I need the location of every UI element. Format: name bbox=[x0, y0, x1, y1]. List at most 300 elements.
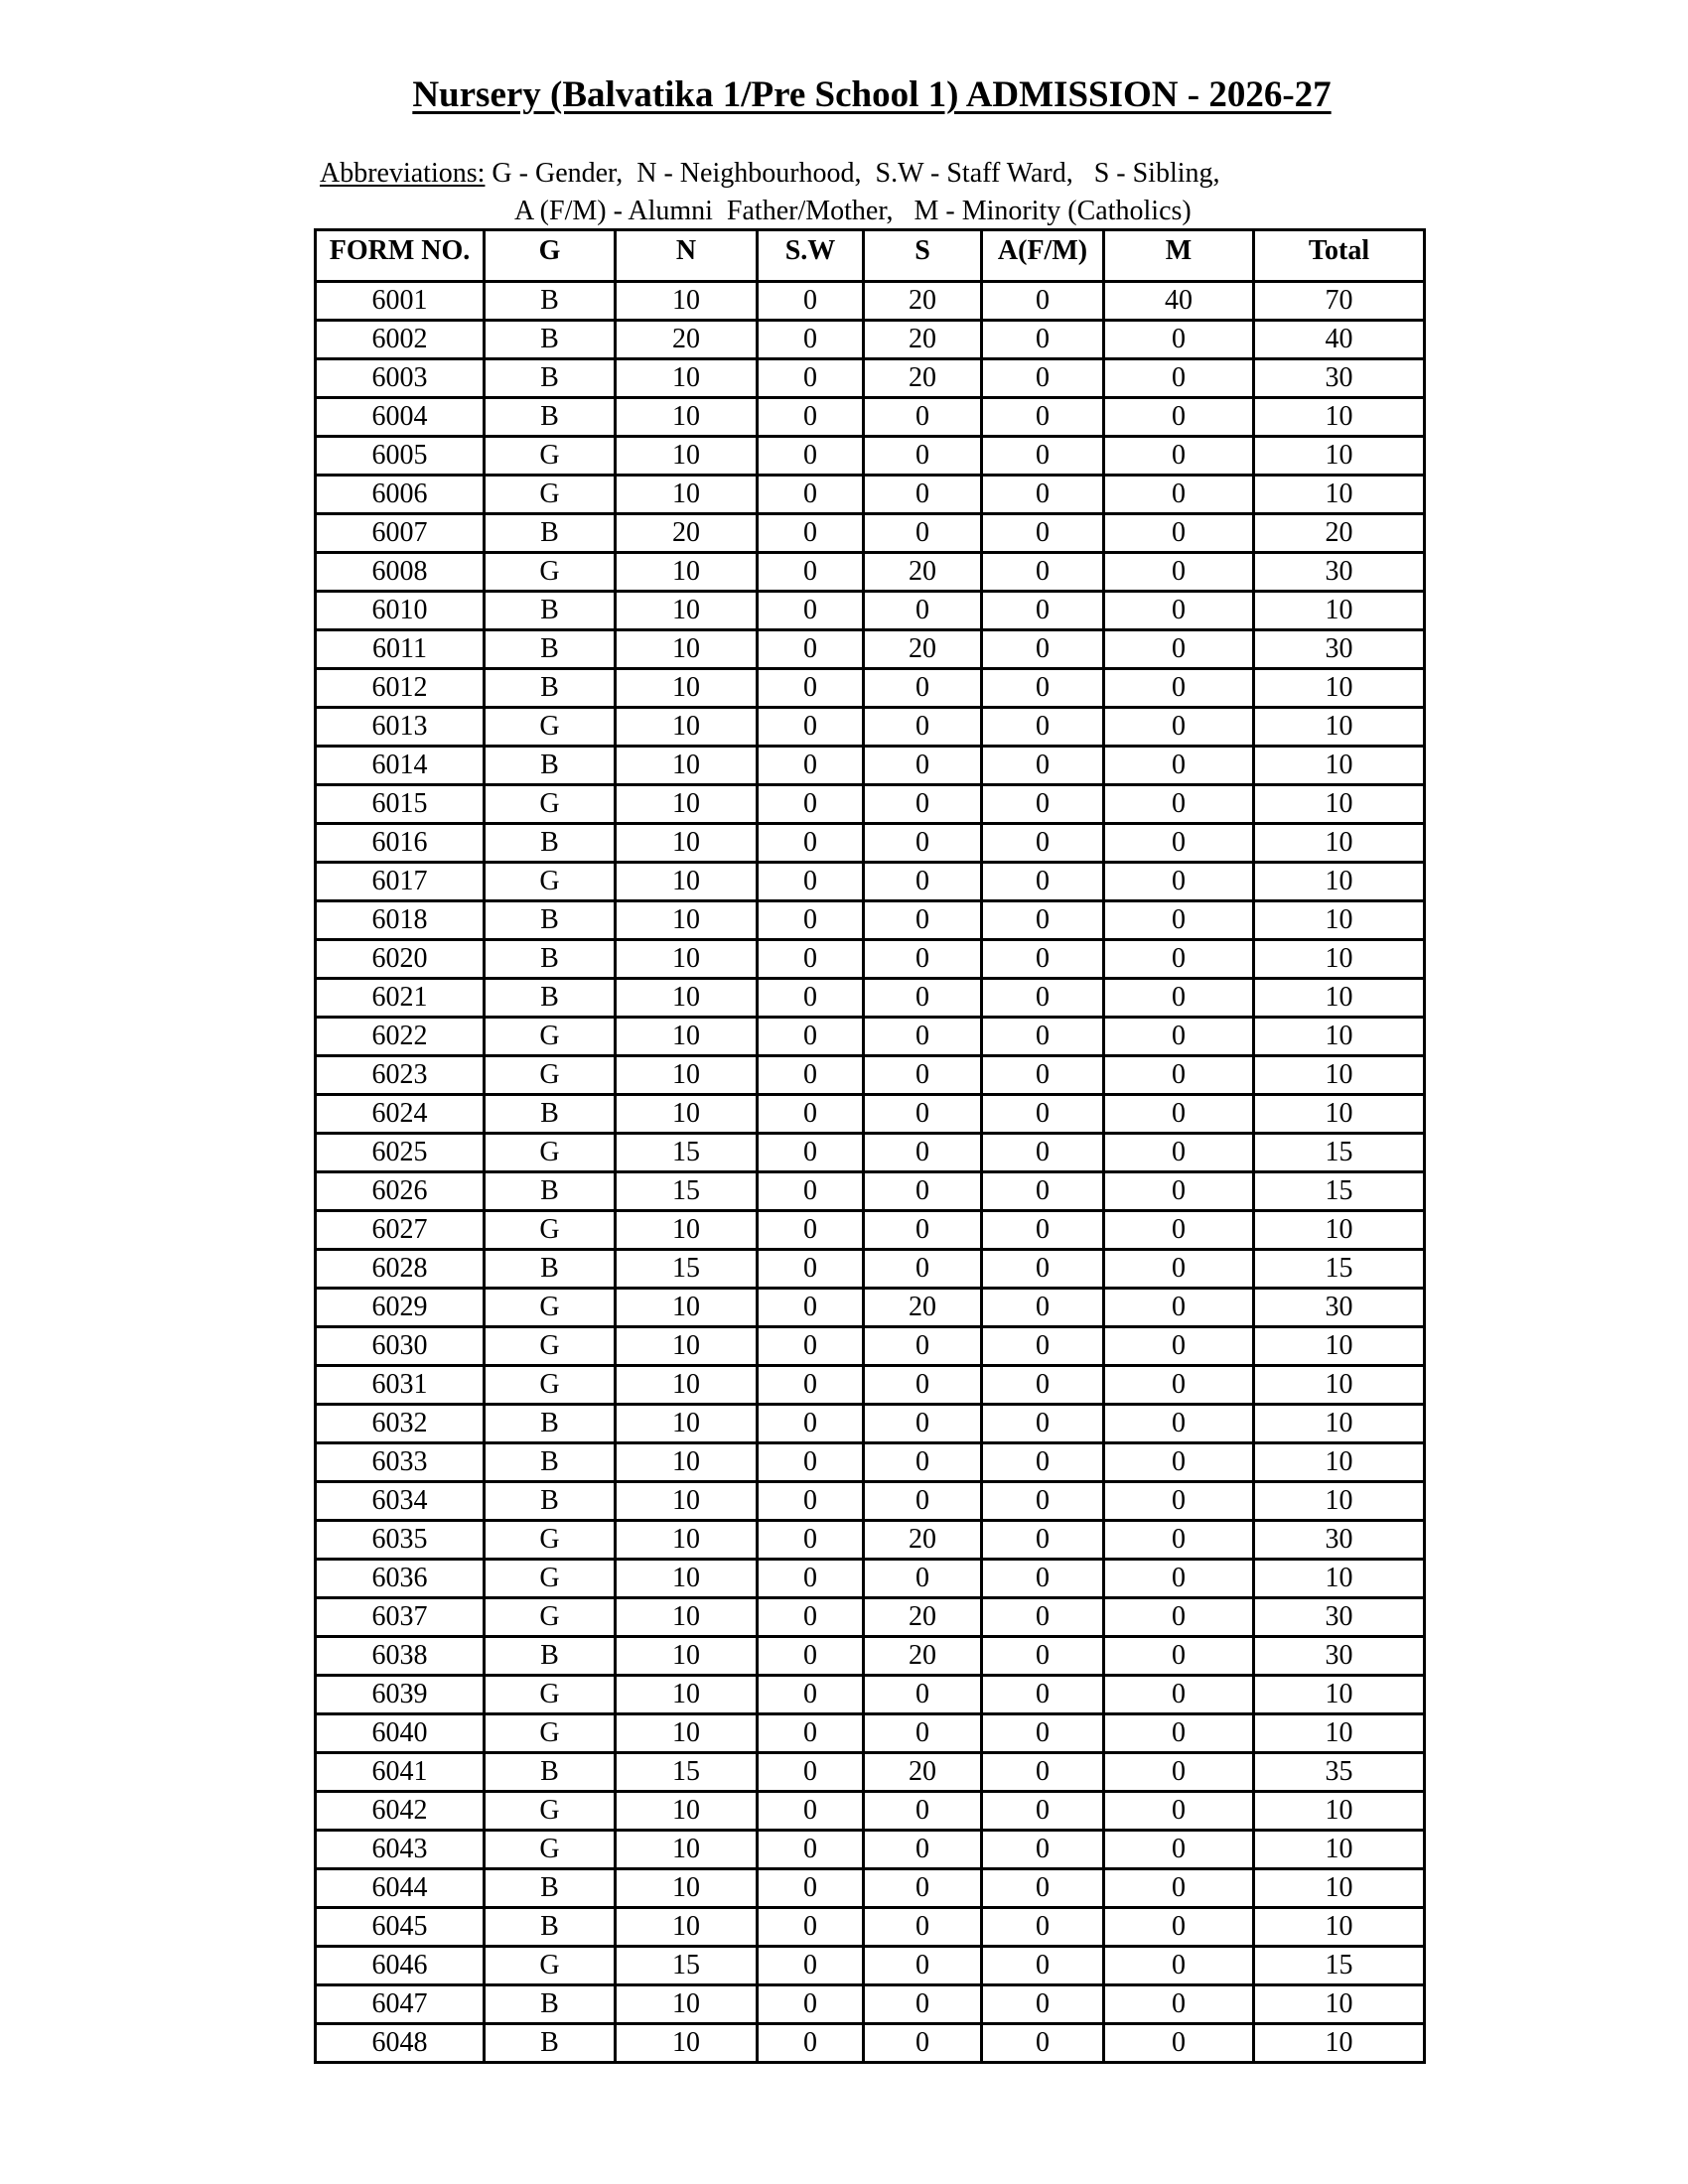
cell-alumni: 0 bbox=[982, 1947, 1104, 1985]
table-row bbox=[316, 1676, 1425, 1714]
cell-neighbourhood: 10 bbox=[616, 1560, 758, 1598]
cell-minority: 0 bbox=[1104, 1250, 1254, 1289]
cell-alumni: 0 bbox=[982, 437, 1104, 476]
cell-sibling: 0 bbox=[864, 1908, 982, 1947]
cell-gender: B bbox=[485, 514, 616, 553]
cell-minority: 0 bbox=[1104, 1056, 1254, 1095]
cell-neighbourhood: 15 bbox=[616, 1172, 758, 1211]
cell-staff-ward: 0 bbox=[758, 321, 864, 359]
cell-total: 70 bbox=[1254, 282, 1425, 321]
cell-total: 10 bbox=[1254, 1443, 1425, 1482]
cell-minority: 0 bbox=[1104, 1095, 1254, 1134]
cell-form-no: 6030 bbox=[316, 1327, 485, 1366]
cell-total: 15 bbox=[1254, 1947, 1425, 1985]
cell-staff-ward: 0 bbox=[758, 1211, 864, 1250]
cell-gender: B bbox=[485, 1908, 616, 1947]
cell-alumni: 0 bbox=[982, 476, 1104, 514]
cell-staff-ward: 0 bbox=[758, 630, 864, 669]
cell-minority: 0 bbox=[1104, 321, 1254, 359]
cell-minority: 0 bbox=[1104, 1792, 1254, 1831]
cell-total: 10 bbox=[1254, 863, 1425, 901]
cell-sibling: 0 bbox=[864, 979, 982, 1018]
cell-neighbourhood: 10 bbox=[616, 1289, 758, 1327]
cell-neighbourhood: 10 bbox=[616, 1056, 758, 1095]
cell-alumni: 0 bbox=[982, 630, 1104, 669]
page-title: Nursery (Balvatika 1/Pre School 1) ADMISSION - 2026-27 bbox=[412, 74, 1332, 115]
cell-neighbourhood: 10 bbox=[616, 1985, 758, 2024]
cell-gender: G bbox=[485, 1056, 616, 1095]
cell-gender: G bbox=[485, 1792, 616, 1831]
cell-minority: 0 bbox=[1104, 863, 1254, 901]
cell-minority: 0 bbox=[1104, 1521, 1254, 1560]
header-alumni: A(F/M) bbox=[982, 230, 1104, 282]
cell-sibling: 20 bbox=[864, 1521, 982, 1560]
cell-total: 30 bbox=[1254, 630, 1425, 669]
cell-alumni: 0 bbox=[982, 1289, 1104, 1327]
cell-minority: 0 bbox=[1104, 669, 1254, 708]
cell-neighbourhood: 10 bbox=[616, 476, 758, 514]
cell-gender: G bbox=[485, 863, 616, 901]
table-row bbox=[316, 437, 1425, 476]
cell-total: 30 bbox=[1254, 1289, 1425, 1327]
cell-gender: B bbox=[485, 2024, 616, 2063]
cell-sibling: 0 bbox=[864, 1985, 982, 2024]
cell-sibling: 0 bbox=[864, 785, 982, 824]
cell-form-no: 6002 bbox=[316, 321, 485, 359]
cell-staff-ward: 0 bbox=[758, 785, 864, 824]
cell-neighbourhood: 15 bbox=[616, 1947, 758, 1985]
cell-sibling: 0 bbox=[864, 863, 982, 901]
cell-neighbourhood: 10 bbox=[616, 979, 758, 1018]
cell-sibling: 0 bbox=[864, 1018, 982, 1056]
cell-sibling: 20 bbox=[864, 553, 982, 592]
table-row bbox=[316, 1366, 1425, 1405]
cell-staff-ward: 0 bbox=[758, 1714, 864, 1753]
table-body bbox=[316, 282, 1425, 2063]
cell-staff-ward: 0 bbox=[758, 1831, 864, 1869]
cell-form-no: 6045 bbox=[316, 1908, 485, 1947]
cell-neighbourhood: 10 bbox=[616, 1443, 758, 1482]
cell-alumni: 0 bbox=[982, 553, 1104, 592]
table-row bbox=[316, 1598, 1425, 1637]
table-row bbox=[316, 592, 1425, 630]
cell-alumni: 0 bbox=[982, 398, 1104, 437]
cell-form-no: 6006 bbox=[316, 476, 485, 514]
table-row bbox=[316, 901, 1425, 940]
cell-staff-ward: 0 bbox=[758, 1792, 864, 1831]
cell-alumni: 0 bbox=[982, 940, 1104, 979]
cell-sibling: 0 bbox=[864, 1714, 982, 1753]
table-row bbox=[316, 1831, 1425, 1869]
cell-sibling: 20 bbox=[864, 1637, 982, 1676]
cell-alumni: 0 bbox=[982, 1831, 1104, 1869]
table-row bbox=[316, 1482, 1425, 1521]
cell-minority: 0 bbox=[1104, 1753, 1254, 1792]
cell-alumni: 0 bbox=[982, 1018, 1104, 1056]
header-staff-ward: S.W bbox=[758, 230, 864, 282]
cell-sibling: 0 bbox=[864, 1792, 982, 1831]
cell-alumni: 0 bbox=[982, 1676, 1104, 1714]
cell-staff-ward: 0 bbox=[758, 824, 864, 863]
table-row bbox=[316, 282, 1425, 321]
cell-gender: B bbox=[485, 669, 616, 708]
cell-form-no: 6031 bbox=[316, 1366, 485, 1405]
cell-staff-ward: 0 bbox=[758, 2024, 864, 2063]
cell-gender: G bbox=[485, 1327, 616, 1366]
cell-sibling: 0 bbox=[864, 514, 982, 553]
cell-form-no: 6034 bbox=[316, 1482, 485, 1521]
table-row bbox=[316, 1211, 1425, 1250]
cell-neighbourhood: 10 bbox=[616, 1521, 758, 1560]
cell-form-no: 6027 bbox=[316, 1211, 485, 1250]
cell-neighbourhood: 10 bbox=[616, 359, 758, 398]
cell-total: 10 bbox=[1254, 1095, 1425, 1134]
cell-alumni: 0 bbox=[982, 1482, 1104, 1521]
cell-form-no: 6001 bbox=[316, 282, 485, 321]
cell-staff-ward: 0 bbox=[758, 747, 864, 785]
table-header-row bbox=[316, 230, 1425, 282]
cell-staff-ward: 0 bbox=[758, 1598, 864, 1637]
cell-alumni: 0 bbox=[982, 1985, 1104, 2024]
cell-minority: 0 bbox=[1104, 514, 1254, 553]
cell-form-no: 6032 bbox=[316, 1405, 485, 1443]
cell-staff-ward: 0 bbox=[758, 1056, 864, 1095]
cell-minority: 0 bbox=[1104, 476, 1254, 514]
cell-alumni: 0 bbox=[982, 863, 1104, 901]
admission-table-wrapper bbox=[314, 228, 1426, 2064]
cell-minority: 0 bbox=[1104, 1134, 1254, 1172]
table-row bbox=[316, 321, 1425, 359]
cell-total: 10 bbox=[1254, 398, 1425, 437]
cell-minority: 0 bbox=[1104, 1405, 1254, 1443]
cell-minority: 0 bbox=[1104, 592, 1254, 630]
cell-minority: 0 bbox=[1104, 1637, 1254, 1676]
table-row bbox=[316, 1443, 1425, 1482]
cell-gender: B bbox=[485, 282, 616, 321]
cell-gender: G bbox=[485, 1134, 616, 1172]
cell-gender: G bbox=[485, 1947, 616, 1985]
cell-alumni: 0 bbox=[982, 1134, 1104, 1172]
cell-sibling: 20 bbox=[864, 630, 982, 669]
cell-alumni: 0 bbox=[982, 1714, 1104, 1753]
cell-staff-ward: 0 bbox=[758, 553, 864, 592]
cell-minority: 0 bbox=[1104, 1676, 1254, 1714]
cell-staff-ward: 0 bbox=[758, 1869, 864, 1908]
cell-gender: G bbox=[485, 1018, 616, 1056]
cell-staff-ward: 0 bbox=[758, 979, 864, 1018]
cell-staff-ward: 0 bbox=[758, 1095, 864, 1134]
cell-neighbourhood: 10 bbox=[616, 1095, 758, 1134]
cell-alumni: 0 bbox=[982, 1095, 1104, 1134]
cell-minority: 0 bbox=[1104, 1560, 1254, 1598]
cell-sibling: 0 bbox=[864, 476, 982, 514]
cell-alumni: 0 bbox=[982, 1327, 1104, 1366]
cell-form-no: 6028 bbox=[316, 1250, 485, 1289]
cell-sibling: 0 bbox=[864, 1676, 982, 1714]
table-row bbox=[316, 2024, 1425, 2063]
cell-minority: 0 bbox=[1104, 1985, 1254, 2024]
cell-gender: B bbox=[485, 1250, 616, 1289]
cell-sibling: 0 bbox=[864, 437, 982, 476]
cell-staff-ward: 0 bbox=[758, 1366, 864, 1405]
cell-alumni: 0 bbox=[982, 747, 1104, 785]
table-row bbox=[316, 1327, 1425, 1366]
cell-staff-ward: 0 bbox=[758, 1947, 864, 1985]
table-row bbox=[316, 359, 1425, 398]
admission-points-table bbox=[314, 228, 1426, 2064]
cell-form-no: 6013 bbox=[316, 708, 485, 747]
cell-gender: B bbox=[485, 398, 616, 437]
cell-gender: G bbox=[485, 785, 616, 824]
cell-neighbourhood: 15 bbox=[616, 1134, 758, 1172]
cell-gender: B bbox=[485, 940, 616, 979]
cell-total: 30 bbox=[1254, 1637, 1425, 1676]
cell-minority: 0 bbox=[1104, 708, 1254, 747]
cell-sibling: 0 bbox=[864, 747, 982, 785]
cell-gender: G bbox=[485, 476, 616, 514]
cell-minority: 0 bbox=[1104, 1211, 1254, 1250]
cell-sibling: 0 bbox=[864, 1366, 982, 1405]
cell-total: 10 bbox=[1254, 1676, 1425, 1714]
cell-sibling: 0 bbox=[864, 1095, 982, 1134]
table-row bbox=[316, 1753, 1425, 1792]
cell-gender: B bbox=[485, 901, 616, 940]
cell-sibling: 0 bbox=[864, 1172, 982, 1211]
cell-sibling: 0 bbox=[864, 1560, 982, 1598]
cell-sibling: 0 bbox=[864, 1056, 982, 1095]
cell-minority: 0 bbox=[1104, 747, 1254, 785]
table-row bbox=[316, 1714, 1425, 1753]
cell-alumni: 0 bbox=[982, 1056, 1104, 1095]
cell-form-no: 6040 bbox=[316, 1714, 485, 1753]
cell-gender: G bbox=[485, 1676, 616, 1714]
cell-alumni: 0 bbox=[982, 514, 1104, 553]
cell-form-no: 6033 bbox=[316, 1443, 485, 1482]
cell-minority: 0 bbox=[1104, 398, 1254, 437]
cell-alumni: 0 bbox=[982, 824, 1104, 863]
cell-neighbourhood: 10 bbox=[616, 940, 758, 979]
cell-total: 20 bbox=[1254, 514, 1425, 553]
cell-total: 10 bbox=[1254, 1869, 1425, 1908]
cell-staff-ward: 0 bbox=[758, 1637, 864, 1676]
cell-form-no: 6023 bbox=[316, 1056, 485, 1095]
cell-total: 10 bbox=[1254, 669, 1425, 708]
cell-minority: 0 bbox=[1104, 785, 1254, 824]
cell-total: 10 bbox=[1254, 785, 1425, 824]
cell-form-no: 6017 bbox=[316, 863, 485, 901]
cell-gender: B bbox=[485, 592, 616, 630]
cell-form-no: 6026 bbox=[316, 1172, 485, 1211]
cell-form-no: 6016 bbox=[316, 824, 485, 863]
cell-total: 10 bbox=[1254, 901, 1425, 940]
cell-sibling: 20 bbox=[864, 282, 982, 321]
cell-form-no: 6014 bbox=[316, 747, 485, 785]
cell-staff-ward: 0 bbox=[758, 1753, 864, 1792]
cell-sibling: 20 bbox=[864, 1753, 982, 1792]
cell-staff-ward: 0 bbox=[758, 1134, 864, 1172]
cell-minority: 0 bbox=[1104, 940, 1254, 979]
cell-staff-ward: 0 bbox=[758, 476, 864, 514]
cell-form-no: 6025 bbox=[316, 1134, 485, 1172]
cell-minority: 0 bbox=[1104, 824, 1254, 863]
abbreviations-label: Abbreviations: bbox=[320, 158, 486, 189]
cell-form-no: 6041 bbox=[316, 1753, 485, 1792]
cell-sibling: 20 bbox=[864, 321, 982, 359]
cell-form-no: 6037 bbox=[316, 1598, 485, 1637]
table-row bbox=[316, 1560, 1425, 1598]
table-row bbox=[316, 979, 1425, 1018]
cell-total: 10 bbox=[1254, 2024, 1425, 2063]
cell-minority: 0 bbox=[1104, 1869, 1254, 1908]
cell-alumni: 0 bbox=[982, 785, 1104, 824]
cell-form-no: 6020 bbox=[316, 940, 485, 979]
cell-neighbourhood: 10 bbox=[616, 1366, 758, 1405]
cell-neighbourhood: 10 bbox=[616, 1018, 758, 1056]
cell-gender: B bbox=[485, 1172, 616, 1211]
cell-neighbourhood: 10 bbox=[616, 1831, 758, 1869]
cell-total: 10 bbox=[1254, 1908, 1425, 1947]
cell-form-no: 6018 bbox=[316, 901, 485, 940]
cell-total: 10 bbox=[1254, 940, 1425, 979]
table-row bbox=[316, 630, 1425, 669]
cell-form-no: 6022 bbox=[316, 1018, 485, 1056]
cell-neighbourhood: 10 bbox=[616, 437, 758, 476]
cell-total: 10 bbox=[1254, 592, 1425, 630]
cell-minority: 0 bbox=[1104, 437, 1254, 476]
cell-gender: G bbox=[485, 708, 616, 747]
table-row bbox=[316, 1985, 1425, 2024]
cell-gender: G bbox=[485, 1714, 616, 1753]
cell-sibling: 0 bbox=[864, 1211, 982, 1250]
cell-alumni: 0 bbox=[982, 901, 1104, 940]
cell-total: 10 bbox=[1254, 1985, 1425, 2024]
cell-form-no: 6005 bbox=[316, 437, 485, 476]
cell-sibling: 0 bbox=[864, 1947, 982, 1985]
cell-sibling: 0 bbox=[864, 1405, 982, 1443]
table-row bbox=[316, 824, 1425, 863]
cell-sibling: 0 bbox=[864, 1482, 982, 1521]
cell-minority: 0 bbox=[1104, 901, 1254, 940]
cell-alumni: 0 bbox=[982, 359, 1104, 398]
cell-form-no: 6046 bbox=[316, 1947, 485, 1985]
cell-gender: B bbox=[485, 1405, 616, 1443]
cell-gender: B bbox=[485, 1985, 616, 2024]
header-neighbourhood: N bbox=[616, 230, 758, 282]
cell-alumni: 0 bbox=[982, 321, 1104, 359]
cell-alumni: 0 bbox=[982, 1521, 1104, 1560]
cell-sibling: 0 bbox=[864, 1831, 982, 1869]
cell-neighbourhood: 10 bbox=[616, 630, 758, 669]
cell-total: 30 bbox=[1254, 1521, 1425, 1560]
cell-neighbourhood: 10 bbox=[616, 398, 758, 437]
cell-sibling: 0 bbox=[864, 901, 982, 940]
cell-sibling: 0 bbox=[864, 824, 982, 863]
cell-total: 15 bbox=[1254, 1134, 1425, 1172]
cell-gender: B bbox=[485, 630, 616, 669]
cell-gender: G bbox=[485, 437, 616, 476]
cell-alumni: 0 bbox=[982, 592, 1104, 630]
cell-staff-ward: 0 bbox=[758, 1908, 864, 1947]
table-row bbox=[316, 1637, 1425, 1676]
cell-alumni: 0 bbox=[982, 1637, 1104, 1676]
header-sibling: S bbox=[864, 230, 982, 282]
cell-sibling: 0 bbox=[864, 398, 982, 437]
cell-neighbourhood: 10 bbox=[616, 2024, 758, 2063]
table-row bbox=[316, 1792, 1425, 1831]
cell-staff-ward: 0 bbox=[758, 708, 864, 747]
cell-staff-ward: 0 bbox=[758, 901, 864, 940]
cell-gender: B bbox=[485, 1637, 616, 1676]
cell-sibling: 20 bbox=[864, 1598, 982, 1637]
cell-sibling: 0 bbox=[864, 1443, 982, 1482]
cell-neighbourhood: 10 bbox=[616, 1792, 758, 1831]
cell-total: 30 bbox=[1254, 553, 1425, 592]
cell-form-no: 6021 bbox=[316, 979, 485, 1018]
cell-neighbourhood: 10 bbox=[616, 1637, 758, 1676]
cell-total: 10 bbox=[1254, 1018, 1425, 1056]
cell-neighbourhood: 10 bbox=[616, 553, 758, 592]
cell-form-no: 6011 bbox=[316, 630, 485, 669]
cell-minority: 0 bbox=[1104, 1366, 1254, 1405]
cell-gender: B bbox=[485, 1443, 616, 1482]
table-row bbox=[316, 1289, 1425, 1327]
cell-form-no: 6039 bbox=[316, 1676, 485, 1714]
cell-neighbourhood: 10 bbox=[616, 1482, 758, 1521]
header-minority: M bbox=[1104, 230, 1254, 282]
cell-form-no: 6010 bbox=[316, 592, 485, 630]
cell-form-no: 6003 bbox=[316, 359, 485, 398]
cell-neighbourhood: 15 bbox=[616, 1250, 758, 1289]
cell-alumni: 0 bbox=[982, 1443, 1104, 1482]
table-row bbox=[316, 708, 1425, 747]
cell-sibling: 20 bbox=[864, 359, 982, 398]
cell-form-no: 6036 bbox=[316, 1560, 485, 1598]
cell-sibling: 0 bbox=[864, 1134, 982, 1172]
table-row bbox=[316, 1869, 1425, 1908]
table-row bbox=[316, 1018, 1425, 1056]
cell-alumni: 0 bbox=[982, 1869, 1104, 1908]
cell-neighbourhood: 20 bbox=[616, 321, 758, 359]
cell-neighbourhood: 10 bbox=[616, 1598, 758, 1637]
cell-gender: G bbox=[485, 1366, 616, 1405]
table-row bbox=[316, 1250, 1425, 1289]
table-row bbox=[316, 1521, 1425, 1560]
table-row bbox=[316, 398, 1425, 437]
cell-alumni: 0 bbox=[982, 669, 1104, 708]
cell-form-no: 6029 bbox=[316, 1289, 485, 1327]
cell-form-no: 6024 bbox=[316, 1095, 485, 1134]
cell-total: 15 bbox=[1254, 1172, 1425, 1211]
cell-sibling: 0 bbox=[864, 2024, 982, 2063]
cell-staff-ward: 0 bbox=[758, 1172, 864, 1211]
cell-total: 10 bbox=[1254, 1366, 1425, 1405]
cell-gender: B bbox=[485, 1753, 616, 1792]
cell-minority: 0 bbox=[1104, 1443, 1254, 1482]
cell-total: 10 bbox=[1254, 1327, 1425, 1366]
cell-alumni: 0 bbox=[982, 708, 1104, 747]
cell-gender: B bbox=[485, 359, 616, 398]
cell-neighbourhood: 10 bbox=[616, 708, 758, 747]
cell-gender: G bbox=[485, 1560, 616, 1598]
cell-gender: B bbox=[485, 1869, 616, 1908]
cell-alumni: 0 bbox=[982, 1753, 1104, 1792]
table-row bbox=[316, 785, 1425, 824]
cell-neighbourhood: 10 bbox=[616, 785, 758, 824]
table-row bbox=[316, 1908, 1425, 1947]
cell-staff-ward: 0 bbox=[758, 1676, 864, 1714]
cell-minority: 0 bbox=[1104, 1598, 1254, 1637]
cell-staff-ward: 0 bbox=[758, 592, 864, 630]
